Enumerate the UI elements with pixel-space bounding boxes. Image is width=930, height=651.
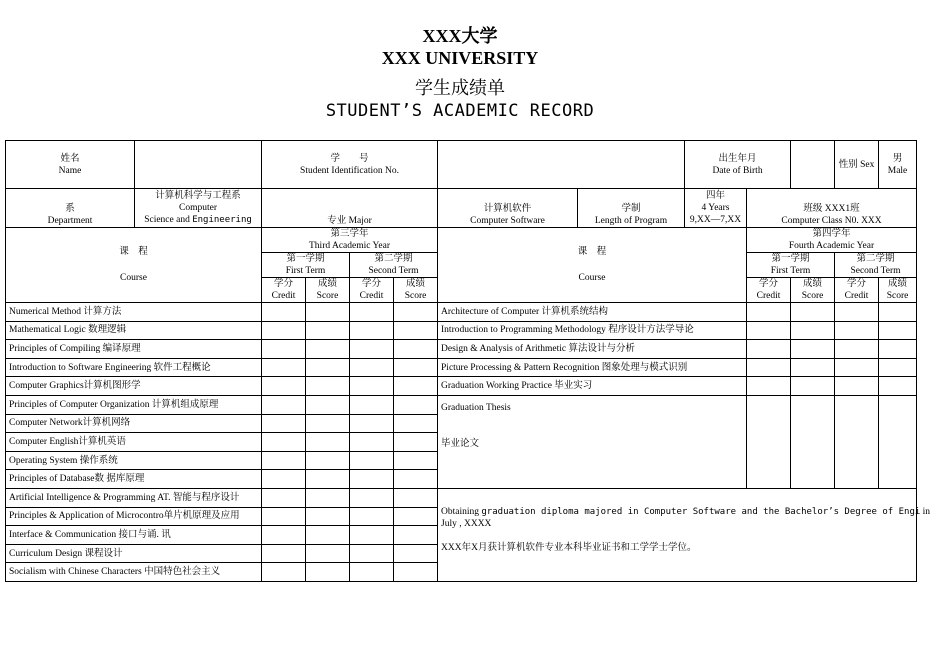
school-name-en: XXX UNIVERSITY <box>381 48 539 68</box>
sex-label: 性别 Sex <box>835 141 879 189</box>
course-left: Principles of Computer Organization 计算机组成原理 <box>6 395 262 414</box>
major-label: 专业 Major <box>262 189 438 228</box>
y3t1-credit-header: 学分 Credit <box>262 278 306 303</box>
sex-value: 男 Male <box>879 141 917 189</box>
name-label: 姓名 Name <box>6 141 135 189</box>
y4-second-term-header: 第二学期 Second Term <box>835 253 917 278</box>
course-right: Introduction to Programming Methodology 程序设计方法学导论 <box>438 321 747 340</box>
department-label: 系 Department <box>6 189 135 228</box>
course-right: Picture Processing & Pattern Recognition 图象处理与模式识别 <box>438 358 747 377</box>
course-right: Design & Analysis of Arithmetic 算法设计与分析 <box>438 340 747 359</box>
course-left: Mathematical Logic 数理逻辑 <box>6 321 262 340</box>
course-right: Graduation Working Practice 毕业实习 <box>438 377 747 396</box>
course-left: Computer Network计算机网络 <box>6 414 262 433</box>
student-id-label: 学 号 Student Identification No. <box>262 141 438 189</box>
course-left: Computer English计算机英语 <box>6 433 262 452</box>
dob-label: 出生年月 Date of Birth <box>685 141 791 189</box>
course-header-right: 课 程 Course <box>438 228 747 303</box>
course-left: Artificial Intelligence & Programming AT. 智能与程序设计 <box>6 488 262 507</box>
fourth-year-header: 第四学年 Fourth Academic Year <box>747 228 917 253</box>
y4-first-term-header: 第一学期 First Term <box>747 253 835 278</box>
course-right: Architecture of Computer 计算机系统结构 <box>438 303 747 322</box>
name-value <box>135 141 262 189</box>
record-title-en: STUDENT’S ACADEMIC RECORD <box>325 101 595 121</box>
y3-first-term-header: 第一学期 First Term <box>262 253 350 278</box>
course-left: Interface & Communication 接口与诵. 讯 <box>6 526 262 545</box>
diploma-statement: Obtaining graduation diploma majored in Computer Software and the Bachelor’s Degree of Engi in July , XXXX XXX年X月获计算机软件专业本科毕业证书和工学学士学位。 <box>438 488 917 581</box>
course-left: Curriculum Design 课程设计 <box>6 544 262 563</box>
dob-value <box>791 141 835 189</box>
course-left: Principles & Application of Microcontro单片机原理及应用 <box>6 507 262 526</box>
program-length-label: 学制 Length of Program <box>578 189 685 228</box>
y4t1-credit-header: 学分 Credit <box>747 278 791 303</box>
y4t1-score-header: 成绩 Score <box>791 278 835 303</box>
class-value: 班级 XXX1班 Computer Class N0. XXX <box>747 189 917 228</box>
course-left: Computer Graphics计算机图形学 <box>6 377 262 396</box>
y3t2-score-header: 成绩 Score <box>394 278 438 303</box>
y4t2-score-header: 成绩 Score <box>879 278 917 303</box>
y4t2-credit-header: 学分 Credit <box>835 278 879 303</box>
academic-record-table <box>5 140 930 582</box>
y3t1-score-header: 成绩 Score <box>306 278 350 303</box>
y3-second-term-header: 第二学期 Second Term <box>350 253 438 278</box>
course-left: Socialism with Chinese Characters 中国特色社会主义 <box>6 563 262 582</box>
record-title-cn: 学生成绩单 <box>415 78 505 98</box>
third-year-header: 第三学年 Third Academic Year <box>262 228 438 253</box>
graduation-thesis-cell: Graduation Thesis 毕业论文 <box>438 395 747 488</box>
course-left: Operating System 操作系统 <box>6 451 262 470</box>
school-name-cn: XXX大学 <box>422 26 498 46</box>
course-header-left: 课 程 Course <box>6 228 262 303</box>
department-value: 计算机科学与工程系 Computer Science and Engineering <box>135 189 262 228</box>
course-left: Principles of Database数 据库原理 <box>6 470 262 489</box>
course-left: Introduction to Software Engineering 软件工程概论 <box>6 358 262 377</box>
y3t2-credit-header: 学分 Credit <box>350 278 394 303</box>
course-left: Principles of Compiling 编译原理 <box>6 340 262 359</box>
student-id-value <box>438 141 685 189</box>
major-value: 计算机软件 Computer Software <box>438 189 578 228</box>
program-length-value: 四年 4 Years 9,XX—7,XX <box>685 189 747 228</box>
course-left: Numerical Method 计算方法 <box>6 303 262 322</box>
